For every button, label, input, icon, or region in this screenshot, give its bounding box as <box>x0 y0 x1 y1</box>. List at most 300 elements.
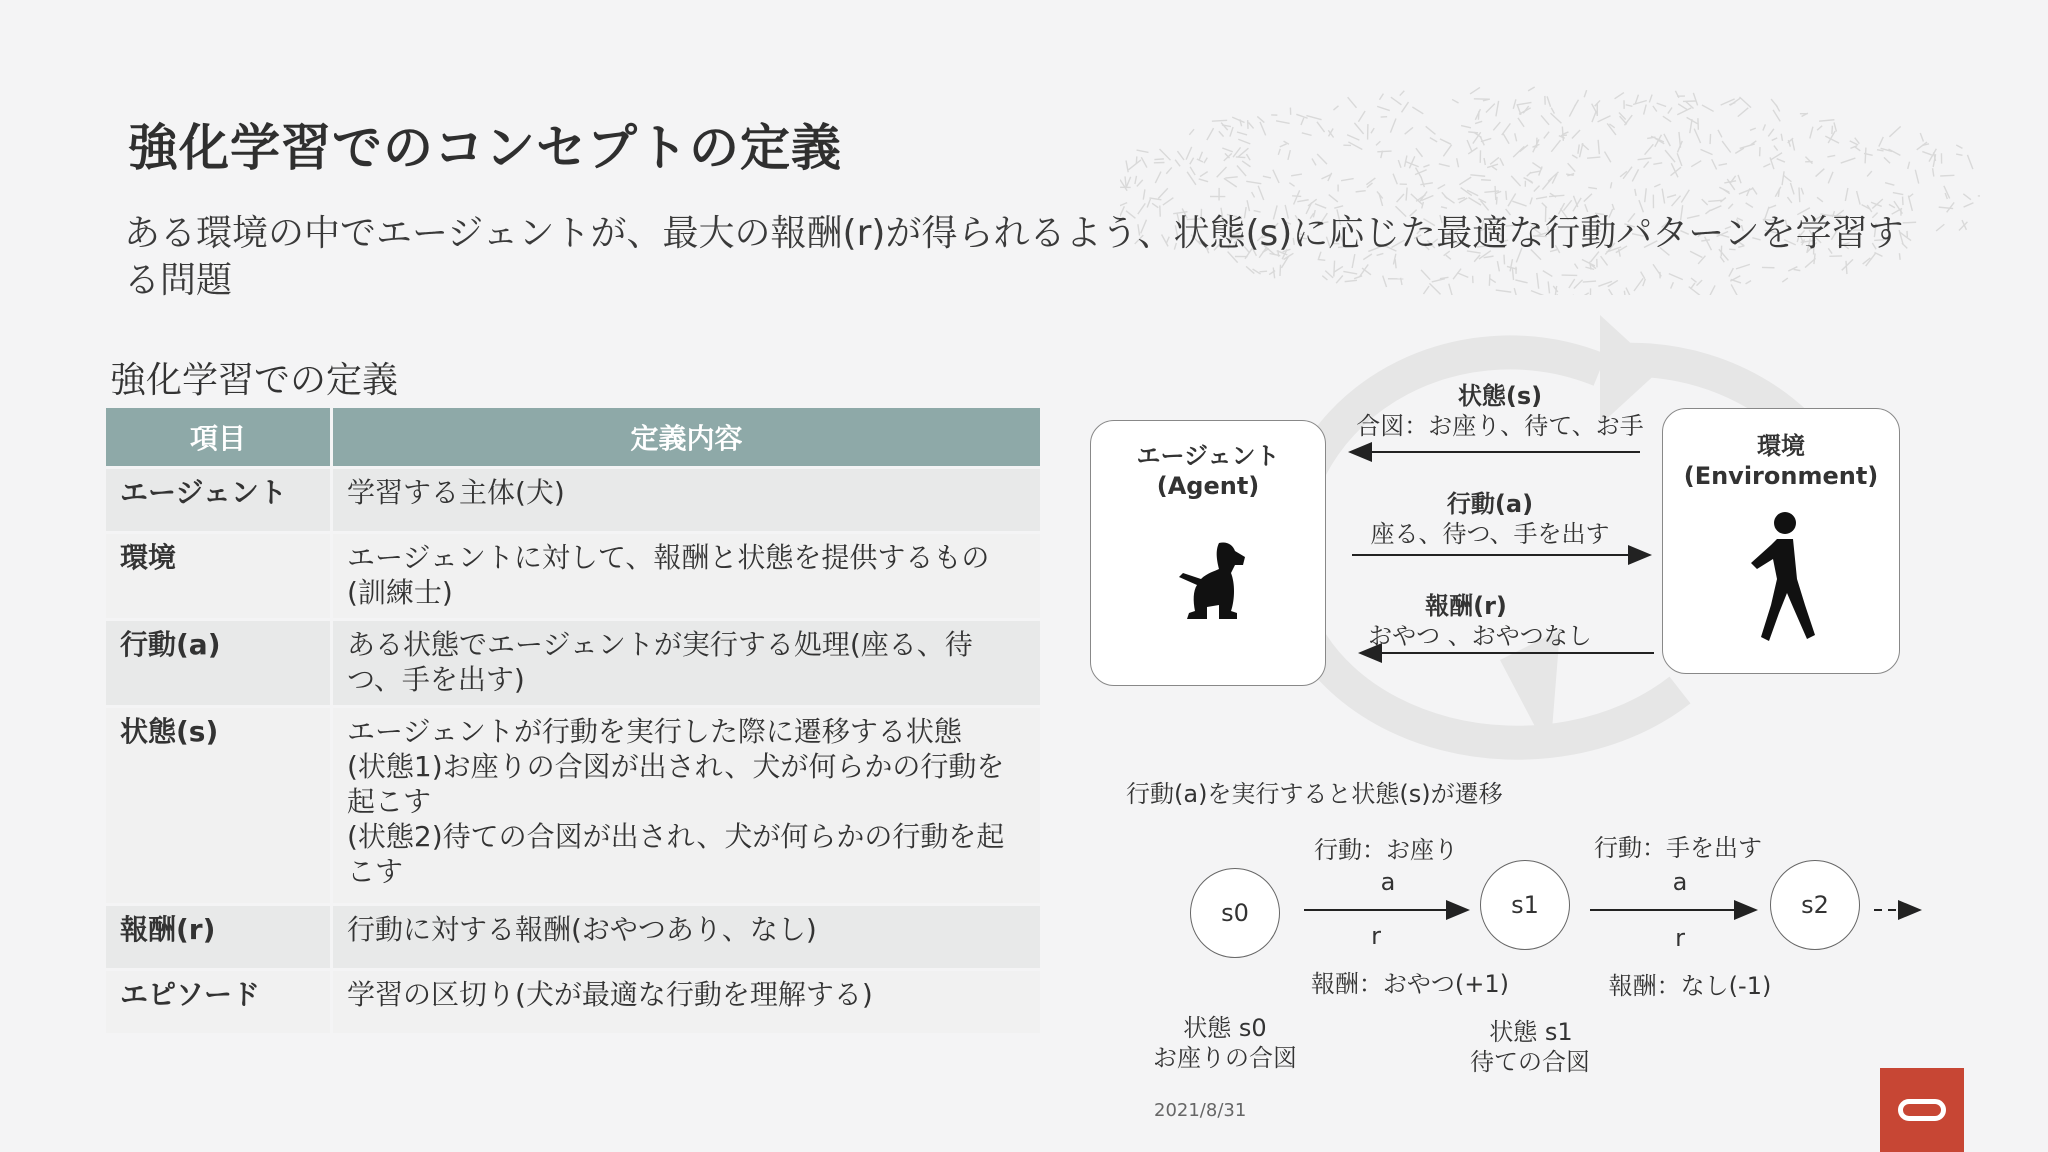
decorative-stroke <box>1177 151 1184 160</box>
decorative-stroke <box>1302 133 1312 136</box>
decorative-stroke <box>1532 163 1542 170</box>
decorative-stroke <box>1893 193 1903 195</box>
decorative-stroke <box>1702 105 1714 111</box>
decorative-stroke <box>1681 190 1689 203</box>
decorative-stroke <box>1575 100 1579 106</box>
decorative-stroke <box>1769 205 1776 208</box>
decorative-stroke <box>1409 156 1414 168</box>
row-content: エージェントが行動を実行した際に遷移する状態 (状態1)お座りの合図が出され、犬が何らかの行動を起こす (状態2)待ての合図が出され、犬が何らかの行動を起こす <box>333 708 1040 906</box>
decorative-stroke <box>1423 165 1429 167</box>
decorative-stroke <box>1888 149 1900 155</box>
decorative-stroke <box>1817 126 1822 130</box>
decorative-stroke <box>1222 125 1231 127</box>
decorative-stroke <box>1207 128 1214 140</box>
decorative-stroke <box>1440 139 1451 144</box>
row-item: エージェント <box>106 469 333 534</box>
decorative-stroke <box>1956 154 1962 155</box>
decorative-stroke <box>1317 154 1327 164</box>
decorative-stroke <box>1712 159 1717 169</box>
decorative-stroke <box>1297 200 1308 202</box>
decorative-stroke <box>1693 93 1697 105</box>
row-content: ある状態でエージェントが実行する処理(座る、待つ、手を出す) <box>333 621 1040 708</box>
decorative-stroke <box>1502 123 1511 135</box>
decorative-stroke <box>1638 158 1652 160</box>
decorative-stroke <box>1867 171 1872 176</box>
decorative-stroke <box>1341 179 1354 181</box>
decorative-stroke <box>1551 113 1562 123</box>
decorative-stroke <box>1536 197 1547 199</box>
decorative-stroke <box>1855 147 1861 151</box>
decorative-stroke <box>1763 164 1770 167</box>
decorative-stroke <box>1739 97 1751 108</box>
decorative-stroke <box>1645 188 1647 202</box>
decorative-stroke <box>1411 194 1422 204</box>
agent-title: エージェント <box>1136 442 1280 470</box>
decorative-stroke <box>1347 135 1359 140</box>
decorative-stroke <box>1528 87 1535 91</box>
decorative-stroke <box>1877 150 1884 151</box>
decorative-stroke <box>1508 193 1516 206</box>
decorative-stroke <box>1461 126 1471 128</box>
state-s2: s2 <box>1770 860 1860 950</box>
decorative-stroke <box>1739 188 1753 194</box>
decorative-stroke <box>1817 197 1823 202</box>
action-desc: 座る、待つ、手を出す <box>1370 520 1610 548</box>
row-content: 学習する主体(犬) <box>333 469 1040 534</box>
decorative-stroke <box>1644 105 1647 115</box>
decorative-stroke <box>1426 126 1436 134</box>
decorative-stroke <box>1280 144 1287 147</box>
decorative-stroke <box>1390 118 1396 132</box>
decorative-stroke <box>1903 222 1917 223</box>
environment-title: 環境 <box>1757 432 1805 460</box>
decorative-stroke <box>1750 128 1756 130</box>
decorative-stroke <box>1289 183 1294 187</box>
decorative-stroke <box>1459 177 1471 185</box>
table-row <box>106 469 1040 534</box>
decorative-stroke <box>1774 146 1778 151</box>
decorative-stroke <box>1677 153 1682 166</box>
decorative-stroke <box>1677 108 1691 115</box>
decorative-stroke <box>1922 152 1931 155</box>
decorative-stroke <box>1917 142 1927 150</box>
environment-subtitle: (Environment) <box>1683 462 1879 490</box>
decorative-stroke <box>1495 186 1496 200</box>
decorative-stroke <box>1544 132 1549 139</box>
decorative-stroke <box>1175 160 1180 167</box>
decorative-stroke <box>1445 196 1455 203</box>
decorative-stroke <box>1632 169 1638 181</box>
decorative-stroke <box>1393 174 1397 185</box>
decorative-stroke <box>1963 194 1971 200</box>
decorative-stroke <box>1781 134 1782 141</box>
definition-table <box>106 408 1040 1036</box>
row-item: 行動(a) <box>106 621 333 708</box>
page-title: 強化学習でのコンセプトの定義 <box>128 119 842 177</box>
decorative-stroke <box>1738 175 1741 183</box>
decorative-stroke <box>1790 183 1794 194</box>
decorative-stroke <box>1496 101 1499 116</box>
decorative-stroke <box>1678 104 1687 110</box>
decorative-stroke <box>1288 150 1290 160</box>
decorative-stroke <box>1515 133 1517 141</box>
state1-desc: 待ての合図 <box>1470 1048 1590 1076</box>
state-s1: s1 <box>1480 860 1570 950</box>
decorative-stroke <box>1222 148 1232 152</box>
decorative-stroke <box>1468 132 1478 133</box>
decorative-stroke <box>1475 121 1482 123</box>
decorative-stroke <box>1964 203 1974 207</box>
decorative-stroke <box>1663 116 1671 122</box>
decorative-stroke <box>1513 146 1524 157</box>
decorative-stroke <box>1908 196 1912 211</box>
decorative-stroke <box>1166 167 1172 173</box>
reward-desc: おやつ 、おやつなし <box>1368 622 1592 650</box>
decorative-stroke <box>1186 147 1192 160</box>
decorative-stroke <box>1845 188 1848 201</box>
row-content: 行動に対する報酬(おやつあり、なし) <box>333 906 1040 971</box>
decorative-stroke <box>1598 140 1599 154</box>
decorative-stroke <box>1857 191 1861 205</box>
decorative-stroke <box>1199 152 1202 160</box>
table-row <box>106 534 1040 621</box>
decorative-stroke <box>1572 130 1580 138</box>
decorative-stroke <box>1406 188 1407 201</box>
decorative-stroke <box>1672 196 1681 206</box>
decorative-stroke <box>1752 187 1757 194</box>
decorative-stroke <box>1702 199 1708 205</box>
decorative-stroke <box>1294 190 1300 204</box>
decorative-stroke <box>1354 123 1363 134</box>
decorative-stroke <box>1962 220 1966 230</box>
decorative-stroke <box>1224 153 1232 161</box>
decorative-stroke <box>1467 140 1472 151</box>
decorative-stroke <box>1551 140 1560 152</box>
decorative-stroke <box>1236 157 1245 158</box>
decorative-stroke <box>1635 189 1636 196</box>
decorative-stroke <box>1587 157 1600 158</box>
decorative-stroke <box>1506 191 1507 200</box>
decorative-stroke <box>1470 175 1485 176</box>
decorative-stroke <box>1137 180 1143 187</box>
decorative-stroke <box>1610 182 1611 188</box>
decorative-stroke <box>1517 102 1532 105</box>
decorative-stroke <box>1728 204 1733 209</box>
decorative-stroke <box>1273 170 1279 183</box>
decorative-stroke <box>1511 176 1520 186</box>
decorative-stroke <box>1225 177 1237 178</box>
decorative-stroke <box>1719 164 1727 166</box>
decorative-stroke <box>1810 127 1813 139</box>
decorative-stroke <box>1691 161 1701 167</box>
table-row <box>106 708 1040 906</box>
decorative-stroke <box>1260 122 1266 136</box>
agent-box <box>1090 420 1326 686</box>
decorative-stroke <box>1799 187 1800 202</box>
decorative-stroke <box>1421 177 1424 187</box>
decorative-stroke <box>1412 107 1423 114</box>
decorative-stroke <box>1777 159 1785 162</box>
table-row <box>106 906 1040 971</box>
decorative-stroke <box>1710 134 1711 144</box>
decorative-stroke <box>1438 185 1445 189</box>
decorative-stroke <box>1956 145 1962 148</box>
table-row <box>106 621 1040 708</box>
decorative-stroke <box>1782 171 1784 185</box>
decorative-stroke <box>1685 101 1693 108</box>
decorative-stroke <box>1484 158 1485 165</box>
decorative-stroke <box>1885 183 1894 186</box>
transition-heading: 行動(a)を実行すると状態(s)が遷移 <box>1126 780 1503 808</box>
decorative-stroke <box>1492 167 1497 170</box>
decorative-stroke <box>1792 139 1795 151</box>
decorative-stroke <box>1653 163 1662 164</box>
decorative-stroke <box>1247 154 1251 160</box>
decorative-stroke <box>1468 148 1477 154</box>
decorative-stroke <box>1296 114 1307 118</box>
decorative-stroke <box>1478 111 1479 120</box>
decorative-stroke <box>1668 108 1672 114</box>
row-item: 状態(s) <box>106 708 333 906</box>
decorative-stroke <box>1391 97 1402 105</box>
decorative-stroke <box>1158 188 1168 198</box>
decorative-stroke <box>1534 186 1540 192</box>
decorative-stroke <box>1291 174 1302 176</box>
decorative-stroke <box>1490 157 1499 164</box>
decorative-stroke <box>1315 204 1326 208</box>
decorative-stroke <box>1496 197 1497 205</box>
decorative-stroke <box>1230 127 1233 136</box>
decorative-stroke <box>1484 191 1499 192</box>
decorative-stroke <box>1584 90 1586 97</box>
decorative-stroke <box>1708 200 1722 201</box>
decorative-stroke <box>1580 143 1583 157</box>
decorative-stroke <box>1486 104 1495 113</box>
decorative-stroke <box>1200 172 1208 177</box>
decorative-stroke <box>1740 144 1755 148</box>
r-label-1: r <box>1371 922 1381 950</box>
action-label: 行動(a) <box>1446 490 1534 518</box>
decorative-stroke <box>1551 108 1554 114</box>
decorative-stroke <box>1855 138 1860 144</box>
decorative-stroke <box>1126 161 1128 173</box>
decorative-stroke <box>1933 168 1934 176</box>
decorative-stroke <box>1889 204 1895 207</box>
decorative-stroke <box>1481 180 1491 181</box>
decorative-stroke <box>1155 172 1161 183</box>
decorative-stroke <box>1649 95 1652 103</box>
decorative-stroke <box>1541 115 1549 124</box>
decorative-stroke <box>1371 128 1374 133</box>
decorative-stroke <box>1190 167 1195 175</box>
decorative-stroke <box>1246 181 1261 183</box>
decorative-stroke <box>1120 203 1127 207</box>
decorative-stroke <box>1841 158 1856 163</box>
decorative-stroke <box>1662 189 1664 204</box>
decorative-stroke <box>1147 199 1150 208</box>
slide-date: 2021/8/31 <box>1154 1100 1247 1121</box>
decorative-stroke <box>1533 139 1539 152</box>
decorative-stroke <box>1513 99 1516 109</box>
decorative-stroke <box>1128 160 1140 170</box>
decorative-stroke <box>1889 126 1900 136</box>
decorative-stroke <box>1306 116 1321 120</box>
decorative-stroke <box>1308 199 1317 206</box>
decorative-stroke <box>1832 126 1833 134</box>
logo-ring <box>1898 1099 1946 1121</box>
decorative-stroke <box>1738 108 1749 117</box>
decorative-stroke <box>1398 160 1401 168</box>
decorative-stroke <box>1154 159 1163 160</box>
header-content: 定義内容 <box>333 408 1040 469</box>
decorative-stroke <box>1249 122 1254 128</box>
decorative-stroke <box>1333 106 1338 110</box>
decorative-stroke <box>1348 97 1357 108</box>
decorative-stroke <box>1920 133 1923 141</box>
decorative-stroke <box>1694 129 1700 143</box>
dog-icon <box>1173 539 1249 623</box>
decorative-stroke <box>1772 138 1778 141</box>
decorative-stroke <box>1568 163 1576 171</box>
decorative-stroke <box>1152 203 1158 207</box>
decorative-stroke <box>1700 149 1712 154</box>
decorative-stroke <box>1257 116 1264 122</box>
decorative-stroke <box>1776 105 1780 112</box>
table-row <box>106 971 1040 1036</box>
decorative-stroke <box>1430 138 1437 142</box>
decorative-stroke <box>1458 198 1465 200</box>
decorative-stroke <box>1376 141 1380 145</box>
row-item: 報酬(r) <box>106 906 333 971</box>
environment-box <box>1662 408 1900 674</box>
section-heading: 強化学習での定義 <box>110 360 399 401</box>
decorative-stroke <box>1441 207 1447 208</box>
decorative-stroke <box>1452 99 1458 103</box>
decorative-stroke <box>1470 87 1480 94</box>
decorative-stroke <box>1605 152 1611 163</box>
r-label-2: r <box>1675 924 1685 952</box>
decorative-stroke <box>1189 129 1194 135</box>
decorative-stroke <box>1212 120 1227 121</box>
decorative-stroke <box>1588 187 1597 188</box>
decorative-stroke <box>1219 131 1224 136</box>
table-header-row <box>106 408 1040 469</box>
decorative-stroke <box>1828 172 1833 184</box>
decorative-stroke <box>1746 203 1753 208</box>
decorative-stroke <box>1784 175 1792 181</box>
decorative-stroke <box>1592 111 1596 122</box>
decorative-stroke <box>1263 176 1271 178</box>
decorative-stroke <box>1569 105 1575 117</box>
decorative-stroke <box>1242 161 1250 167</box>
decorative-stroke <box>1356 191 1366 192</box>
decorative-stroke <box>1865 148 1866 164</box>
a-label-1: a <box>1380 868 1396 896</box>
decorative-stroke <box>1312 159 1316 166</box>
decorative-stroke <box>1204 158 1207 164</box>
decorative-stroke <box>1379 94 1383 100</box>
decorative-stroke <box>1457 158 1459 167</box>
decorative-stroke <box>1730 98 1740 105</box>
decorative-stroke <box>1547 96 1550 106</box>
decorative-stroke <box>1163 198 1174 205</box>
decorative-stroke <box>1665 150 1675 162</box>
decorative-stroke <box>1879 137 1883 147</box>
decorative-stroke <box>1135 176 1137 184</box>
decorative-stroke <box>1834 122 1836 131</box>
decorative-stroke <box>1143 189 1145 199</box>
decorative-stroke <box>1735 148 1744 153</box>
decorative-stroke <box>1238 139 1250 144</box>
decorative-stroke <box>1149 198 1161 200</box>
decorative-stroke <box>1252 192 1255 197</box>
header-item: 項目 <box>106 408 333 469</box>
decorative-stroke <box>1615 93 1624 99</box>
decorative-stroke <box>1635 95 1638 104</box>
state1-title: 状態 s1 <box>1489 1018 1573 1046</box>
decorative-stroke <box>1503 134 1509 144</box>
decorative-stroke <box>1718 130 1722 138</box>
decorative-stroke <box>1141 157 1147 167</box>
decorative-stroke <box>1402 102 1409 112</box>
decorative-stroke <box>1334 206 1343 208</box>
person-walking-icon <box>1747 509 1819 649</box>
decorative-stroke <box>1420 183 1432 185</box>
decorative-stroke <box>1805 157 1812 164</box>
decorative-stroke <box>1915 170 1918 184</box>
decorative-stroke <box>1217 167 1227 177</box>
oracle-logo-icon <box>1880 1068 1964 1152</box>
decorative-stroke <box>1967 155 1972 169</box>
decorative-stroke <box>1439 164 1450 167</box>
decorative-stroke <box>1664 134 1670 146</box>
state-s0: s0 <box>1190 868 1280 958</box>
decorative-stroke <box>1493 122 1500 130</box>
decorative-stroke <box>1405 127 1413 134</box>
decorative-stroke <box>1358 111 1365 122</box>
decorative-stroke <box>1276 121 1290 124</box>
decorative-stroke <box>1816 169 1825 177</box>
decorative-stroke <box>1232 117 1244 122</box>
decorative-stroke <box>1626 105 1633 107</box>
decorative-stroke <box>1530 171 1541 173</box>
decorative-stroke <box>1518 118 1524 127</box>
decorative-stroke <box>1827 155 1835 156</box>
decorative-stroke <box>1317 122 1325 132</box>
reward1-label: 報酬：おやつ(+1) <box>1310 970 1510 998</box>
decorative-stroke <box>1657 103 1666 106</box>
decorative-stroke <box>1940 175 1954 176</box>
a-label-2: a <box>1672 868 1688 896</box>
decorative-stroke <box>1644 162 1649 168</box>
decorative-stroke <box>1562 127 1563 141</box>
decorative-stroke <box>1416 148 1423 157</box>
state-desc: 合図：お座り、待て、お手 <box>1356 412 1644 440</box>
decorative-stroke <box>1572 155 1577 158</box>
decorative-stroke <box>1126 177 1130 187</box>
state-label: 状態(s) <box>1457 382 1543 410</box>
decorative-stroke <box>1598 116 1611 122</box>
decorative-stroke <box>1722 141 1731 152</box>
decorative-stroke <box>1654 184 1660 187</box>
decorative-stroke <box>1884 157 1890 163</box>
decorative-stroke <box>1667 195 1676 198</box>
decorative-stroke <box>1237 166 1246 177</box>
agent-subtitle: (Agent) <box>1156 472 1260 500</box>
decorative-stroke <box>1584 194 1592 202</box>
decorative-stroke <box>1199 179 1208 182</box>
decorative-stroke <box>1549 195 1564 196</box>
